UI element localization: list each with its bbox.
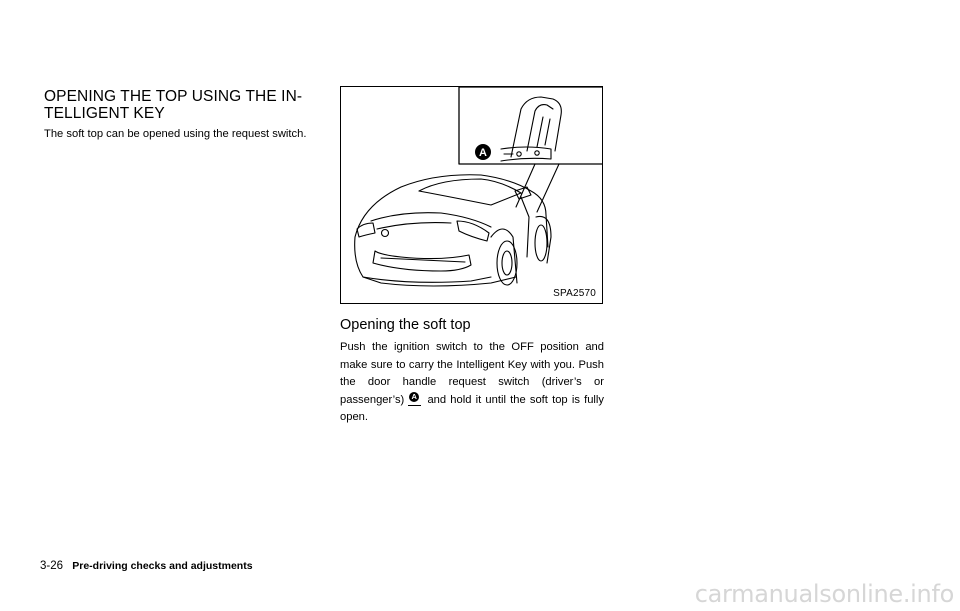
body-text-after: and hold it until the soft top is fully open. [340,393,604,424]
body-text-before: Push the ignition switch to the OFF position and make sure to carry the Intelligent Key with you. Push the door handle request switch (driver’s or passenger’s) [340,341,604,406]
car-door-handle-illustration [341,87,603,304]
subsection-body [340,339,604,427]
inline-marker-label: A [409,392,419,402]
figure-code: SPA2570 [553,288,596,299]
page-number: 3-26 [40,560,64,572]
figure-illustration [340,86,603,304]
page-footer [40,560,253,572]
watermark: carmanualsonline.info [694,580,954,608]
callout-a-inline-marker [408,392,421,404]
callout-a-label: A [479,147,487,159]
section-intro: The soft top can be opened using the request switch. [44,128,307,140]
chapter-title: Pre-driving checks and adjustments [72,560,253,572]
section-heading: OPENING THE TOP USING THE IN-TELLIGENT KEY [44,88,303,122]
subsection-title: Opening the soft top [340,317,471,333]
